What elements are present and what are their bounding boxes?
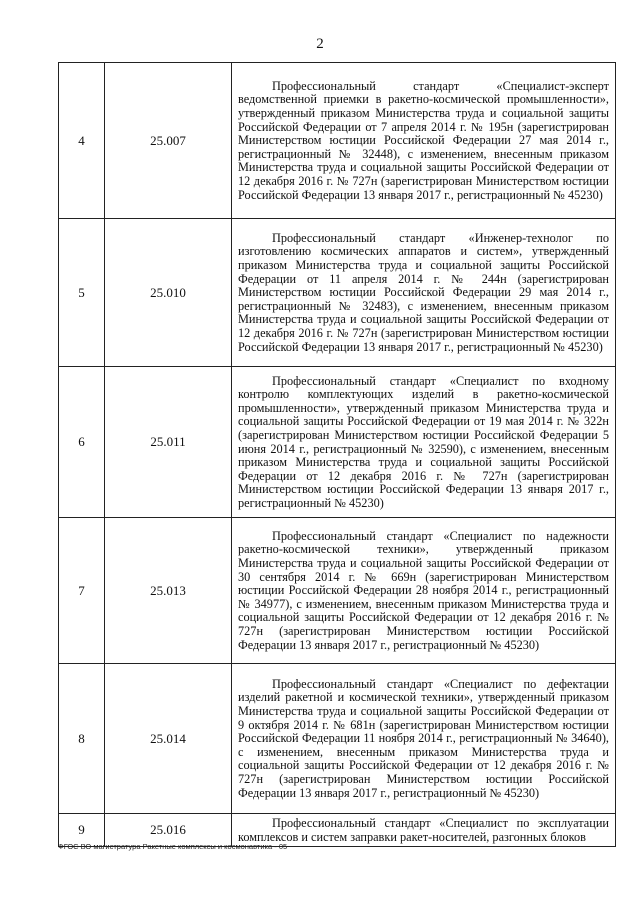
row-number: 6 [59, 367, 105, 518]
row-number: 5 [59, 219, 105, 367]
standard-code: 25.011 [105, 367, 232, 518]
standard-description: Профессиональный стандарт «Специалист по эксплуатации комплексов и систем заправки ракет-носителей, разгонных блоков [232, 814, 616, 847]
table-row [59, 367, 616, 518]
standard-description: Профессиональный стандарт «Специалист-эксперт ведомственной приемки в ракетно-космической промышленности», утвержденный приказом Министерства труда и социальной защиты Российской Федерации от 7 апреля 2014 г. № 195н (зарегистрирован Министерством юстиции Российской Федерации 27 мая 2014 г., регистрационный № 32448), с изменением, внесенным приказом Министерства труда и социальной защиты Российской Федерации от 12 декабря 2016 г. № 727н (зарегистрирован Министерством юстиции Российской Федерации 13 января 2017 г., регистрационный № 45230) [232, 63, 616, 219]
row-number: 4 [59, 63, 105, 219]
standard-code: 25.016 [105, 814, 232, 847]
row-number: 8 [59, 664, 105, 814]
row-number: 9 [59, 814, 105, 847]
standard-description: Профессиональный стандарт «Специалист по дефектации изделий ракетной и космической техники», утвержденный приказом Министерства труда и социальной защиты Российской Федерации от 9 октября 2014 г. № 681н (зарегистрирован Министерством юстиции Российской Федерации 11 ноября 2014 г., регистрационный № 34640), с изменением, внесенным приказом Министерства труда и социальной защиты Российской Федерации от 12 декабря 2016 г. № 727н (зарегистрирован Министерством юстиции Российской Федерации 13 января 2017 г., регистрационный № 45230) [232, 664, 616, 814]
standard-description: Профессиональный стандарт «Инженер-технолог по изготовлению космических аппаратов и систем», утвержденный приказом Министерства труда и социальной защиты Российской Федерации от 11 апреля 2014 г. № 244н (зарегистрирован Министерством юстиции Российской Федерации 29 мая 2014 г., регистрационный № 32483), с изменением, внесенным приказом Министерства труда и социальной защиты Российской Федерации от 12 декабря 2016 г. № 727н (зарегистрирован Министерством юстиции Российской Федерации 13 января 2017 г., регистрационный № 45230) [232, 219, 616, 367]
document-footer: ФГОС ВО магистратура Ракетные комплексы и космонавтика - 05 [58, 842, 288, 851]
table-row [59, 518, 616, 664]
table-row [59, 63, 616, 219]
standard-code: 25.013 [105, 518, 232, 664]
table-row [59, 664, 616, 814]
standard-code: 25.014 [105, 664, 232, 814]
standard-description: Профессиональный стандарт «Специалист по входному контролю комплектующих изделий в ракетно-космической промышленности», утвержденный приказом Министерства труда и социальной защиты Российской Федерации от 19 мая 2014 г. № 322н (зарегистрирован Министерством юстиции Российской Федерации 5 июня 2014 г., регистрационный № 32590), с изменением, внесенным приказом Министерства труда и социальной защиты Российской Федерации от 12 декабря 2016 г. № 727н (зарегистрирован Министерством юстиции Российской Федерации 13 января 2017 г., регистрационный № 45230) [232, 367, 616, 518]
row-number: 7 [59, 518, 105, 664]
standard-description: Профессиональный стандарт «Специалист по надежности ракетно-космической техники», утвержденный приказом Министерства труда и социальной защиты Российской Федерации от 30 сентября 2014 г. № 669н (зарегистрирован Министерством юстиции Российской Федерации 28 ноября 2014 г., регистрационный № 34977), с изменением, внесенным приказом Министерства труда и социальной защиты Российской Федерации от 12 декабря 2016 г. № 727н (зарегистрирован Министерством юстиции Российской Федерации 13 января 2017 г., регистрационный № 45230) [232, 518, 616, 664]
standards-table [58, 62, 616, 847]
standard-code: 25.010 [105, 219, 232, 367]
standard-code: 25.007 [105, 63, 232, 219]
table-row [59, 219, 616, 367]
page-number: 2 [316, 36, 324, 52]
